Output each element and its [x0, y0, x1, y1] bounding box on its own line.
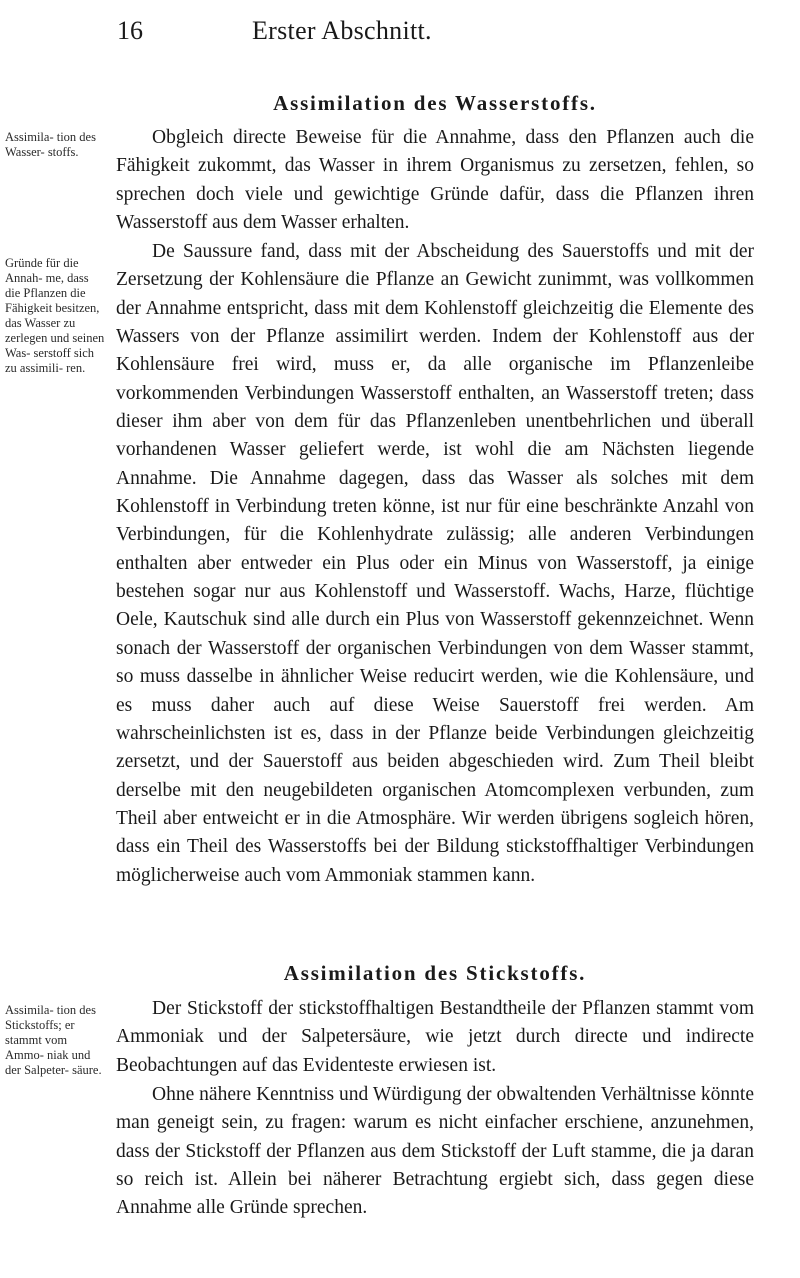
- page-number: 16: [117, 16, 143, 45]
- paragraph: Obgleich directe Beweise für die Annahme, dass den Pflanzen auch die Fähigkeit zukommt, das Wasser in ihrem Organismus zu zersetzen, fehlen, so sprechen doch viele und gewichtige Gründe dafür, dass die Pflanzen ihren Wasserstoff aus dem Wasser erhalten.: [116, 127, 754, 234]
- section-heading: Assimilation des Stickstoffs.: [283, 961, 587, 985]
- paragraph: Der Stickstoff der stickstoffhaltigen Bestandtheile der Pflanzen stammt vom Ammoniak und der Salpetersäure, wie jetzt durch directe und indirecte Beobachtungen auf das Evidenteste erwiesen ist.: [116, 998, 754, 1076]
- section-heading: Assimilation des Wasserstoffs.: [273, 91, 597, 115]
- running-head: Erster Abschnitt.: [252, 16, 432, 45]
- margin-note: Gründe für die Annah- me, dass die Pflanzen die Fähigkeit besitzen, das Wasser zu zerlegen und seinen Was- serstoff sich zu assimili- ren.: [5, 256, 105, 375]
- page-header: [0, 16, 800, 56]
- section-hydrogen: [0, 88, 800, 118]
- paragraph: Ohne nähere Kenntniss und Würdigung der obwaltenden Verhältnisse könnte man geneigt sein, zu fragen: warum es nicht einfacher erschiene, anzunehmen, dass der Stickstoff der Pflanzen aus dem Stickstoff der Luft stamme, die ja daran so reich ist. Allein bei näherer Betrachtung ergiebt sich, dass gegen diese Annahme alle Gründe sprechen.: [116, 1084, 754, 1219]
- section-nitrogen: [0, 958, 800, 988]
- margin-note: Assimila- tion des Wasser- stoffs.: [5, 130, 96, 159]
- margin-note: Assimila- tion des Stickstoffs; er stammt vom Ammo- niak und der Salpeter- säure.: [5, 1003, 102, 1077]
- paragraph: De Saussure fand, dass mit der Abscheidung des Sauerstoffs und mit der Zersetzung der Kohlensäure die Pflanze an Gewicht zunimmt, was vollkommen der Annahme entspricht, dass mit dem Kohlenstoff gleichzeitig die Elemente des Wassers von der Pflanze assimilirt werden. Indem der Kohlenstoff aus der Kohlensäure frei wird, muss er, da alle organische im Pflanzenleibe vorkommenden Verbindungen Wasserstoff enthalten, an Wasserstoff treten; dass dieser ihm aber von dem für das Pflanzenleben unentbehrlichen und überall vorhandenen Wasser geliefert werde, ist wohl die am Nächsten liegende Annahme. Die Annahme dagegen, dass das Wasser als solches mit dem Kohlenstoff in Verbindung treten könne, ist nur für eine beschränkte Anzahl von Verbindungen, für die Kohlenhydrate zulässig; alle anderen Verbindungen enthalten aber entweder ein Plus oder ein Minus von Wasserstoff, ja einige bestehen sogar nur aus Kohlenstoff und Wasserstoff. Wachs, Harze, flüchtige Oele, Kautschuk sind alle durch ein Plus von Wasserstoff gekennzeichnet. Wenn sonach der Wasserstoff der organischen Verbindungen von dem Wasser stammt, so muss dasselbe in ähnlicher Weise reducirt werden, wie die Kohlensäure, und es muss daher auch auf diese Weise Sauerstoff frei werden. Am wahrscheinlichsten ist es, dass in der Pflanze beide Verbindungen gleichzeitig zersetzt, und der Sauerstoff aus beiden abgeschieden wird. Zum Theil bleibt derselbe mit den neugebildeten organischen Atomcomplexen verbunden, zum Theil aber entweicht er in die Atmosphäre. Wir werden übrigens sogleich hören, dass ein Theil des Wasserstoffs bei der Bildung stickstoffhaltiger Verbindungen möglicherweise auch vom Ammoniak stammen kann.: [116, 241, 754, 886]
